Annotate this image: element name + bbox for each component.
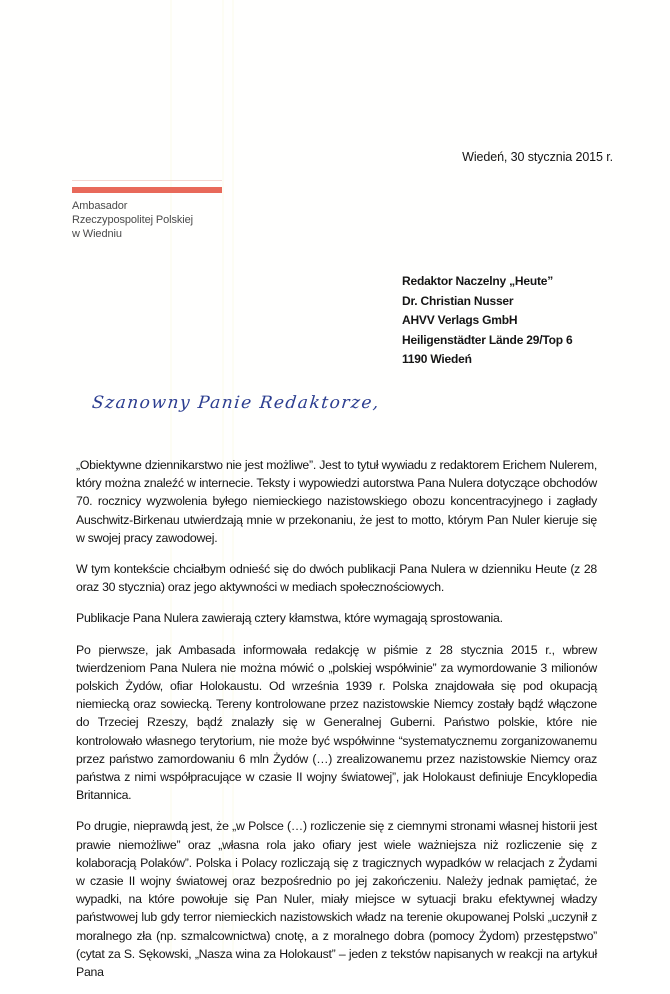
- recipient-line: 1190 Wiedeń: [402, 352, 472, 366]
- body-paragraph: Po drugie, nieprawdą jest, że „w Polsce (…) rozliczenie się z ciemnymi stronami własnej historii jest prawie niemożliwe” oraz „własna rola jako ofiary jest wiele ważniejsza niż rozliczenie się z kolaboracją Polaków”. Polska i Polacy rozliczają się z tragicznych wypadków w relacjach z Żydami w czasie II wojny światowej oraz bezpośrednio po jej zakończeniu. Należy jednak pamiętać, że wypadki, na które powołuje się Pan Nuler, miały miejsce w sytuacji braku efektywnej władzy państwowej lub gdy terror niemieckich nazistowskich władz na terenie okupowanej Polski „uczynił z moralnego zła (np. szmalcownictwa) cnotę, a z moralnego dobra (pomocy Żydom) przestępstwo” (cytat za S. Sękowski, „Nasza wina za Holokaust” – jeden z tekstów napisanych w reakcji na artykuł Pana: [76, 819, 597, 980]
- letterhead-thin-rule: [72, 180, 222, 181]
- embassy-letterhead: [72, 180, 222, 241]
- letter-date: Wiedeń, 30 stycznia 2015 r.: [462, 150, 613, 164]
- body-paragraph: W tym kontekście chciałbym odnieść się do dwóch publikacji Pana Nulera w dzienniku Heute (z 28 oraz 30 stycznia) oraz jego aktywności w mediach społecznościowych.: [76, 562, 597, 595]
- body-paragraph: „Obiektywne dziennikarstwo nie jest możliwe”. Jest to tytuł wywiadu z redaktorem Erichem Nulerem, który można znaleźć w internecie. Teksty i wypowiedzi autorstwa Pana Nulera dotyczące obchodów 70. rocznicy wyzwolenia byłego niemieckiego nazistowskiego obozu koncentracyjnego i zagłady Auschwitz-Birkenau utwierdzają mnie w przekonaniu, że jest to motto, którym Pan Nuler kieruje się w swojej pracy zawodowej.: [76, 458, 597, 545]
- body-paragraph: Publikacje Pana Nulera zawierają cztery kłamstwa, które wymagają sprostowania.: [76, 611, 503, 626]
- letterhead-line: Rzeczypospolitej Polskiej: [72, 214, 193, 226]
- letterhead-red-bar: [72, 187, 222, 193]
- recipient-line: Dr. Christian Nusser: [402, 293, 514, 308]
- recipient-address-block: [402, 272, 573, 370]
- letterhead-line: Ambasador: [72, 200, 128, 212]
- recipient-line: AHVV Verlags GmbH: [402, 313, 518, 327]
- body-paragraph: Po pierwsze, jak Ambasada informowała redakcję w piśmie z 28 stycznia 2015 r., wbrew twierdzeniom Pana Nulera nie można mówić o „polskiej współwinie” za wymordowanie 3 milionów polskich Żydów, ofiar Holokaustu. Od września 1939 r. Polska znajdowała się pod okupacją niemiecką oraz sowiecką. Tereny kontrolowane przez nazistowskie Niemcy zostały bądź włączone do Trzeciej Rzeszy, bądź znalazły się w Generalnej Guberni. Państwo polskie, które nie kontrolowało własnego terytorium, nie może być współwinne “systematycznemu zorganizowanemu przez państwo zamordowaniu 6 mln Żydów (…) zrealizowanemu przez nazistowskie Niemcy oraz państwa z nimi współpracujące w czasie II wojny światowej”, jak Holokaust definiuje Encyklopedia Britannica.: [76, 642, 597, 803]
- handwritten-salutation: Szanowny Panie Redaktorze,: [90, 393, 381, 413]
- letterhead-line: w Wiedniu: [72, 228, 122, 240]
- letter-body: [76, 456, 597, 994]
- recipient-line: Redaktor Naczelny „Heute”: [402, 274, 554, 288]
- recipient-line: Heiligenstädter Lände 29/Top 6: [402, 332, 573, 347]
